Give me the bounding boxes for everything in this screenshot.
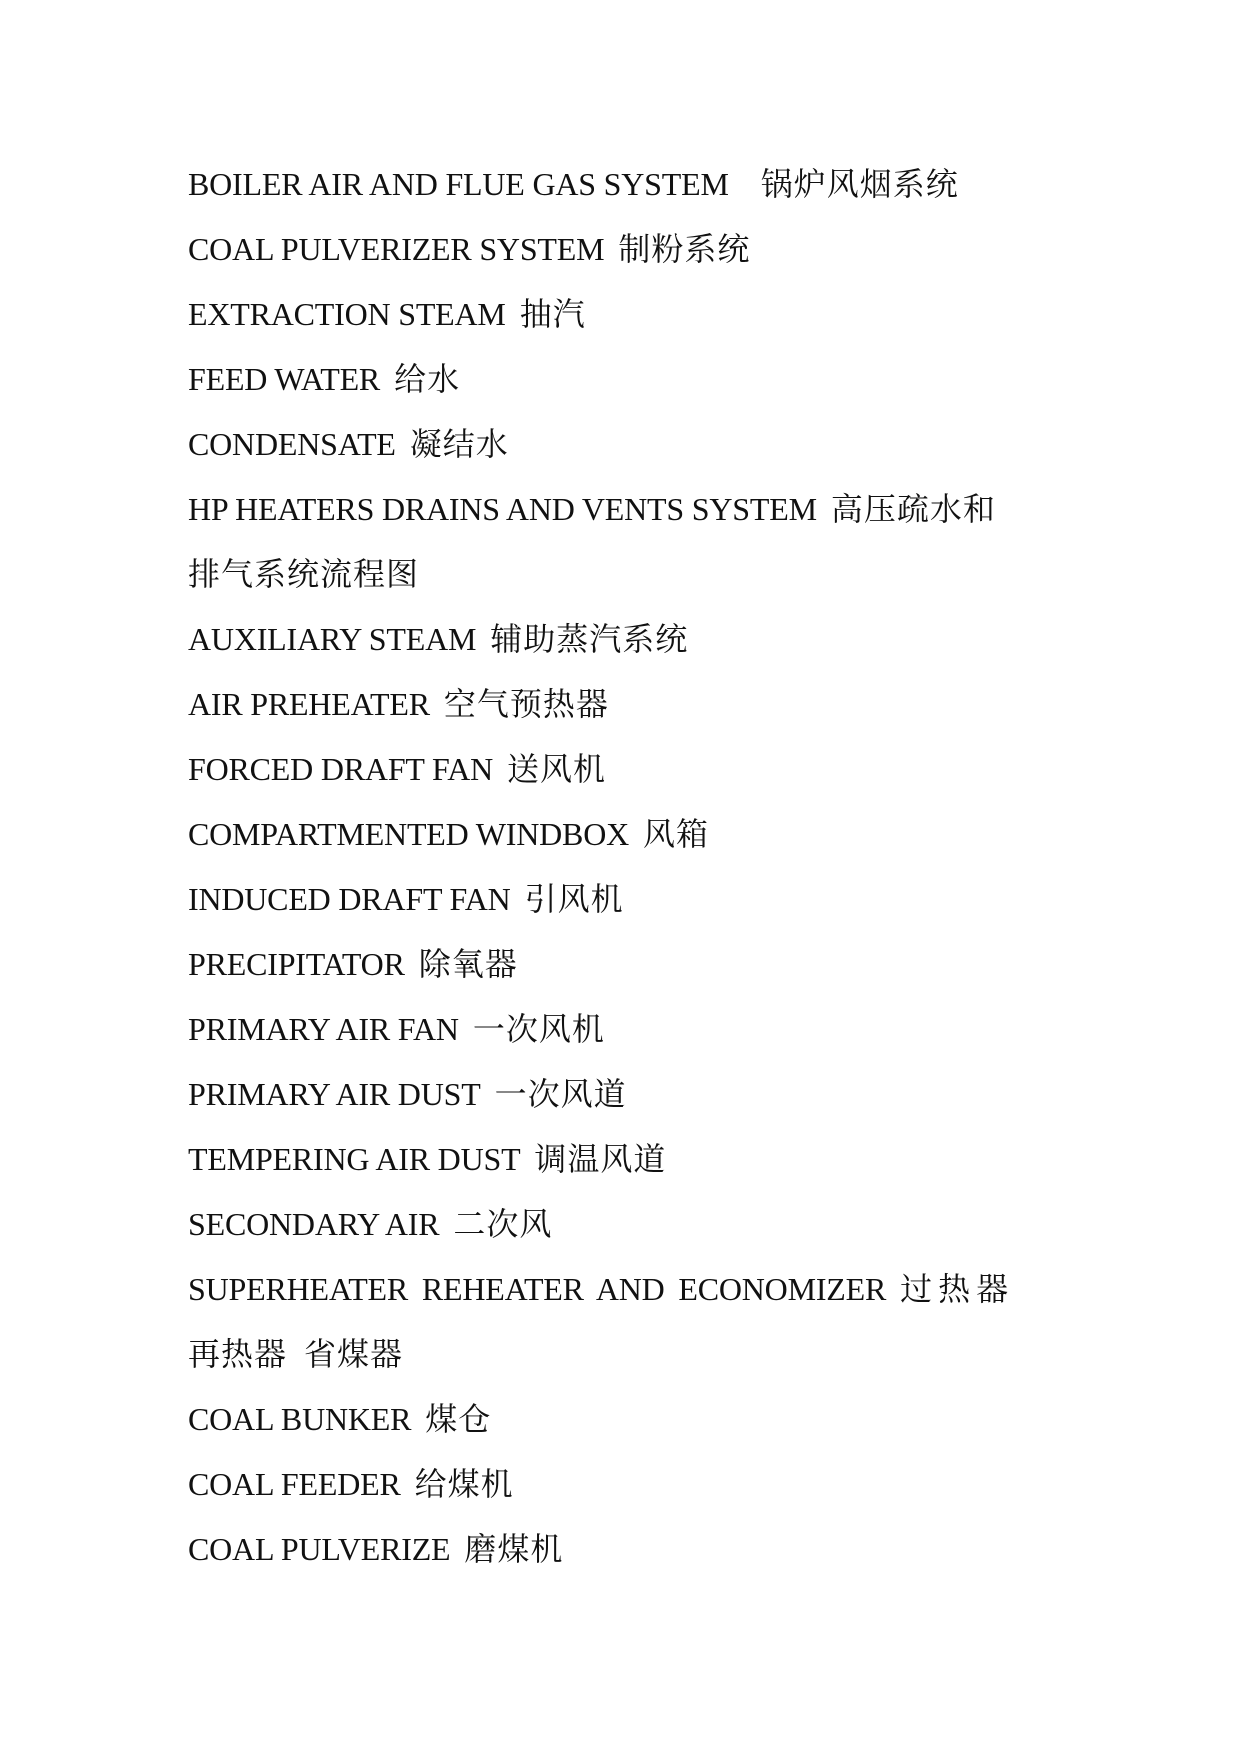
term-chinese: 风箱 [643, 816, 710, 852]
glossary-entry-continuation [188, 549, 1068, 614]
glossary-entry [188, 614, 1068, 679]
term-english: EXTRACTION STEAM [188, 296, 506, 332]
glossary-entry [188, 939, 1068, 1004]
glossary-entry [188, 484, 1068, 549]
term-english: AUXILIARY STEAM [188, 621, 477, 657]
glossary-entry [188, 744, 1068, 809]
glossary-entry [188, 1069, 1068, 1134]
term-chinese: 给煤机 [414, 1466, 514, 1502]
term-english: AIR PREHEATER [188, 686, 430, 722]
term-chinese: 凝结水 [409, 426, 509, 462]
term-english: PRECIPITATOR [188, 946, 405, 982]
glossary-entry [188, 1459, 1068, 1524]
term-chinese: 制粉系统 [618, 231, 751, 267]
glossary-entry [188, 809, 1068, 874]
term-chinese: 过热器 [900, 1271, 1015, 1307]
term-chinese: 一次风道 [494, 1076, 627, 1112]
term-english: SUPERHEATER REHEATER AND ECONOMIZER [188, 1271, 887, 1307]
term-chinese-continued: 再热器 省煤器 [188, 1336, 404, 1372]
term-english: COAL PULVERIZER SYSTEM [188, 231, 605, 267]
term-english: SECONDARY AIR [188, 1206, 440, 1242]
glossary-list [188, 159, 1068, 1589]
term-chinese-continued: 排气系统流程图 [188, 556, 420, 592]
glossary-entry [188, 1199, 1068, 1264]
term-chinese: 锅炉风烟系统 [760, 166, 959, 202]
term-chinese: 抽汽 [519, 296, 586, 332]
glossary-entry [188, 679, 1068, 744]
term-chinese: 磨煤机 [464, 1531, 564, 1567]
term-english: COMPARTMENTED WINDBOX [188, 816, 630, 852]
term-english: TEMPERING AIR DUST [188, 1141, 521, 1177]
term-english: INDUCED DRAFT FAN [188, 881, 511, 917]
term-chinese: 煤仓 [425, 1401, 492, 1437]
glossary-entry [188, 874, 1068, 939]
term-chinese: 给水 [394, 361, 461, 397]
term-chinese: 一次风机 [472, 1011, 605, 1047]
term-english: COAL FEEDER [188, 1466, 401, 1502]
glossary-entry [188, 419, 1068, 484]
glossary-entry [188, 224, 1068, 289]
term-english: COAL BUNKER [188, 1401, 412, 1437]
term-chinese: 引风机 [524, 881, 624, 917]
term-chinese: 二次风 [453, 1206, 553, 1242]
term-chinese: 高压疏水和 [830, 491, 996, 527]
term-chinese: 送风机 [507, 751, 607, 787]
term-chinese: 空气预热器 [443, 686, 609, 722]
term-english: FORCED DRAFT FAN [188, 751, 494, 787]
term-english: PRIMARY AIR DUST [188, 1076, 481, 1112]
term-english: PRIMARY AIR FAN [188, 1011, 459, 1047]
glossary-entry-continuation [188, 1329, 1068, 1394]
term-chinese: 辅助蒸汽系统 [490, 621, 689, 657]
term-chinese: 除氧器 [418, 946, 518, 982]
glossary-entry [188, 159, 1068, 224]
term-english: CONDENSATE [188, 426, 396, 462]
term-english: HP HEATERS DRAINS AND VENTS SYSTEM [188, 491, 817, 527]
glossary-entry [188, 1524, 1068, 1589]
glossary-entry [188, 1004, 1068, 1069]
glossary-entry [188, 1264, 1068, 1329]
glossary-entry [188, 354, 1068, 419]
term-english: FEED WATER [188, 361, 381, 397]
term-english: COAL PULVERIZE [188, 1531, 451, 1567]
term-chinese: 调温风道 [534, 1141, 667, 1177]
glossary-entry [188, 289, 1068, 354]
glossary-entry [188, 1394, 1068, 1459]
term-english: BOILER AIR AND FLUE GAS SYSTEM [188, 166, 729, 202]
glossary-entry [188, 1134, 1068, 1199]
